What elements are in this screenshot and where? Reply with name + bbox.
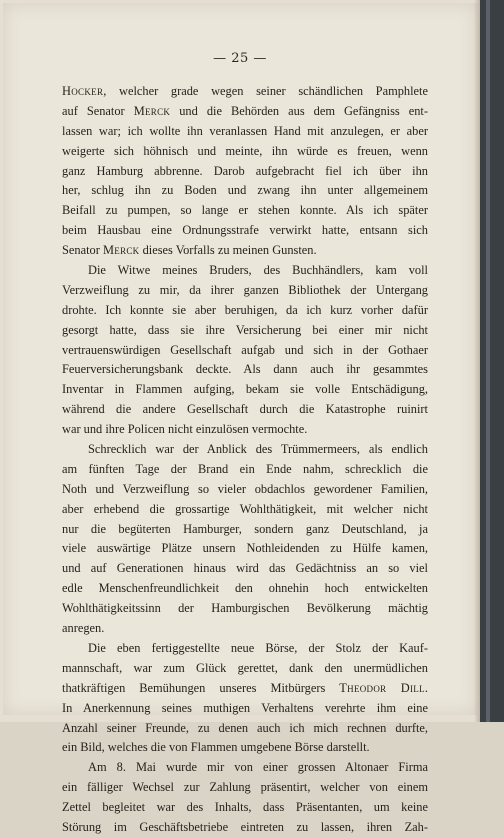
text-run: Anzahl seiner Freunde, zu denen auch ich mich rechnen durfte,: [62, 720, 428, 735]
text-run: ein fälliger Wechsel zur Zahlung präsentirt, welcher von einem: [62, 780, 428, 795]
text-line: [62, 599, 428, 619]
text-run: , welcher grade wegen seiner schändlichen Pamphlete: [103, 84, 428, 98]
text-line: [62, 659, 428, 679]
page-number: — 25 —: [213, 51, 267, 66]
text-run: und die Behörden aus dem Gefängniss ent-: [170, 103, 428, 118]
text-line: [62, 420, 428, 440]
text-run: war und ihre Policen nicht einzulösen vermochte.: [62, 422, 308, 437]
text-line: [62, 500, 428, 520]
text-line: [62, 82, 428, 102]
text-line: [62, 261, 428, 281]
proper-name: Merck: [102, 243, 140, 258]
text-run: Noth und Verzweiflung so vieler obdachlos gewordener Familien,: [62, 481, 428, 496]
text-run: Verzweiflung zu mir, da ihrer ganzen Bibliothek der Untergang: [62, 282, 428, 297]
text-line: [62, 699, 428, 719]
text-line: [62, 738, 428, 758]
text-line: [62, 440, 428, 460]
text-line: [62, 360, 428, 380]
text-line: [62, 400, 428, 420]
text-run: mannschaft, war zum Glück gerettet, dank den unermüdlichen: [62, 660, 428, 675]
text-run: Die Witwe meines Bruders, des Buchhändlers, kam voll: [88, 263, 428, 278]
text-line: [62, 619, 428, 639]
text-run: und auf Generationen hinaus wird das Gedächtniss an so viel: [62, 561, 428, 576]
text-line: [62, 818, 428, 838]
text-run: viele auswärtige Plätze unsern Nothleidenden zu Hülfe kamen,: [62, 541, 428, 556]
text-run: Am 8. Mai wurde mir von einer grossen Altonaer Firma: [88, 760, 428, 775]
text-run: her, schlug ihn zu Boden und zwang ihn unter allgemeinem: [62, 183, 428, 198]
text-line: [62, 719, 428, 739]
text-run: nur die begüterten Hamburger, sondern ganz Deutschland, ja: [62, 521, 428, 536]
text-run: ein Bild, welches die von Flammen umgebene Börse darstellt.: [62, 740, 370, 755]
text-run: lassen war; ich wollte ihn veranlassen Hand mit anzulegen, er aber: [62, 123, 428, 138]
text-run: weigerte sich höhnisch und meinte, ihn würde es freuen, wenn: [62, 143, 428, 158]
text-run: Störung im Geschäftsbetriebe eintreten zu lassen, ihren Zah-: [62, 819, 428, 834]
text-line: [62, 321, 428, 341]
text-run: Wohlthätigkeitssinn der Hamburgischen Bevölkerung mächtig: [62, 601, 428, 616]
proper-name: Merck: [133, 103, 171, 118]
text-run: Feuerversicherungsbank deckte. Als dann auch ihr gesammtes: [62, 362, 428, 377]
text-run: Beifall zu pumpen, so lange er stehen konnte. Als ich später: [62, 203, 428, 218]
text-run: ganz Hamburg abbrenne. Darob aufgebracht fiel ich über ihn: [62, 163, 428, 178]
text-line: [62, 679, 428, 699]
text-run: auf Senator: [62, 103, 134, 118]
text-line: [62, 778, 428, 798]
text-run: gesorgt hatte, dass sie ihre Versicherung bei einer mir nicht: [62, 322, 428, 337]
text-run: Die eben fertiggestellte neue Börse, der Stolz der Kauf-: [88, 640, 428, 655]
text-line: [62, 798, 428, 818]
text-run: thatkräftigen Bemühungen unseres Mitbürgers: [62, 680, 340, 695]
text-run: .: [424, 680, 428, 695]
text-run: beim Hausbau eine Ordnungsstrafe verwirkt hatte, entsann sich: [62, 223, 428, 238]
text-line: [62, 341, 428, 361]
text-line: [62, 221, 428, 241]
text-line: [62, 241, 428, 261]
text-line: [62, 639, 428, 659]
text-run: aber erhebend die grossartige Wohlthätigkeit, mit welcher nicht: [62, 501, 428, 516]
text-run: Senator: [62, 243, 103, 258]
text-line: [62, 579, 428, 599]
text-line: [62, 559, 428, 579]
text-run: Schrecklich war der Anblick des Trümmermeers, als endlich: [88, 442, 428, 457]
page-sheet: [3, 3, 477, 834]
text-line: [62, 380, 428, 400]
text-run: In Anerkennung seines muthigen Verhaltens verehrte ihm eine: [62, 700, 428, 715]
text-run: Zettel begleitet war des Inhalts, dass Präsentanten, um keine: [62, 800, 428, 815]
text-line: [62, 520, 428, 540]
text-line: [62, 758, 428, 778]
proper-name: Theodor Dill: [339, 680, 425, 695]
text-run: edle Menschenfreundlichkeit den ohnehin hoch entwickelten: [62, 581, 428, 596]
text-run: vertrauenswürdigen Gesellschaft aufgab und sich in der Gothaer: [62, 342, 428, 357]
proper-name: Hocker: [62, 84, 104, 98]
text-line: [62, 162, 428, 182]
text-line: [62, 460, 428, 480]
text-line: [62, 480, 428, 500]
book-binding-edge: [480, 0, 504, 722]
body-text: [62, 82, 428, 838]
text-line: [62, 201, 428, 221]
text-run: dieses Vorfalls zu meinen Gunsten.: [139, 243, 317, 258]
text-run: während die andere Gesellschaft durch die Katastrophe ruinirt: [62, 402, 428, 417]
text-run: Inventar in Flammen aufging, bekam sie volle Entschädigung,: [62, 382, 428, 397]
text-line: [62, 102, 428, 122]
text-line: [62, 539, 428, 559]
text-line: [62, 122, 428, 142]
text-run: anregen.: [62, 621, 105, 636]
text-line: [62, 142, 428, 162]
text-line: [62, 281, 428, 301]
text-run: drohte. Ich konnte sie aber beruhigen, da ich kurz vorher dafür: [62, 302, 428, 317]
text-line: [62, 181, 428, 201]
text-line: [62, 301, 428, 321]
text-run: am fünften Tage der Brand ein Ende nahm, schrecklich die: [62, 461, 428, 476]
